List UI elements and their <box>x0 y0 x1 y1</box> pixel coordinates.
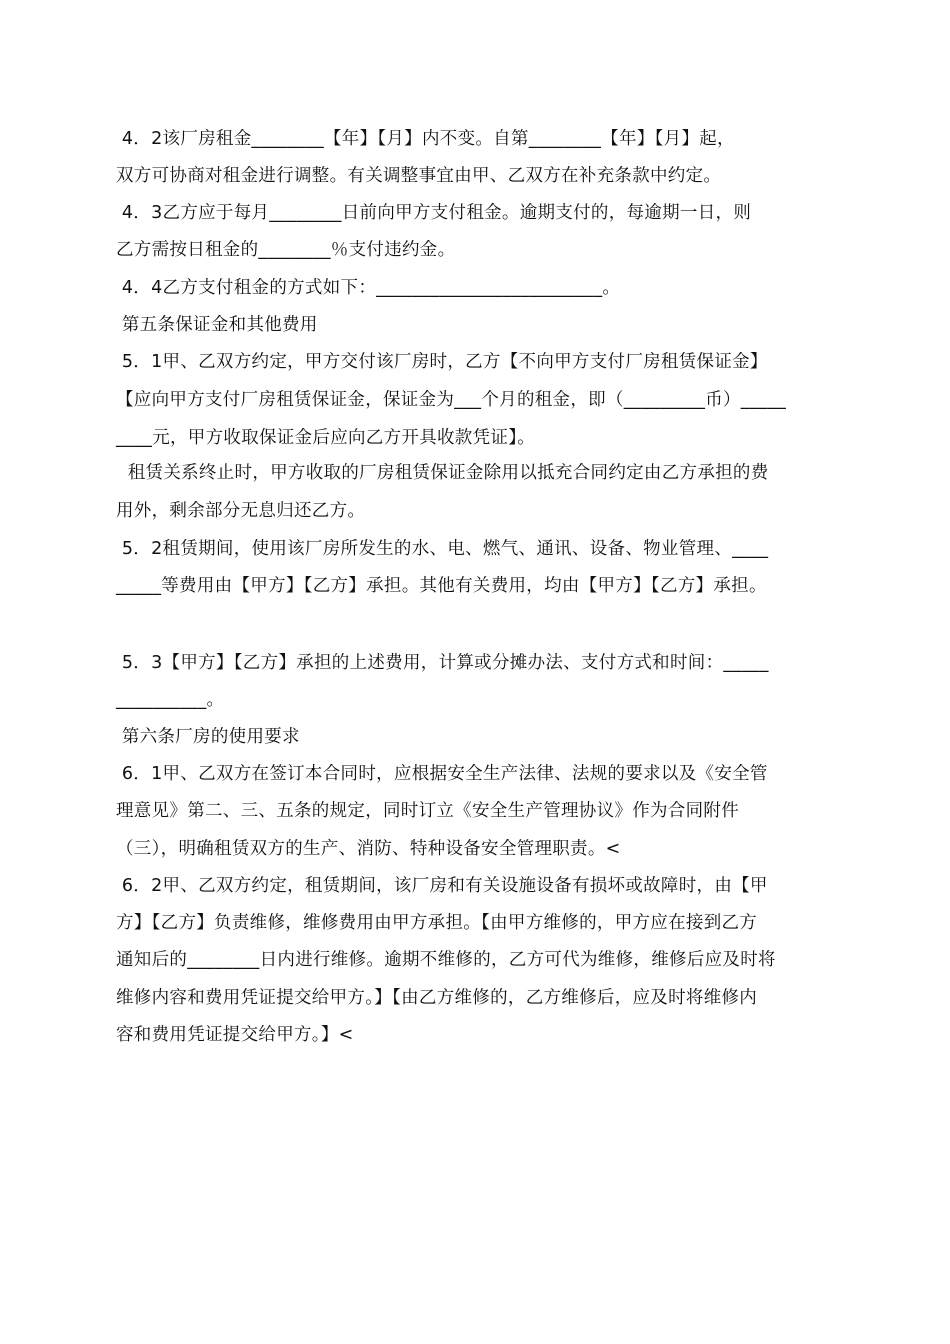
paragraph-line: 理意见》第二、三、五条的规定，同时订立《安全生产管理协议》作为合同附件 <box>116 801 739 821</box>
paragraph-line: 租赁关系终止时，甲方收取的厂房租赁保证金除用以抵充合同约定由乙方承担的费 <box>116 463 769 483</box>
paragraph-line: 4．3乙方应于每月________日前向甲方支付租金。逾期支付的，每逾期一日，则 <box>116 203 752 223</box>
paragraph-line: 乙方需按日租金的________％支付违约金。 <box>116 240 456 260</box>
paragraph-line: 【应向甲方支付厂房租赁保证金，保证金为___个月的租金，即（_________币）_____ <box>116 390 787 410</box>
section-heading: 第五条保证金和其他费用 <box>116 315 318 335</box>
paragraph-line: 5．2租赁期间，使用该厂房所发生的水、电、燃气、通讯、设备、物业管理、____ <box>116 539 769 559</box>
paragraph-line: 5．1甲、乙双方约定，甲方交付该厂房时，乙方【不向甲方支付厂房租赁保证金】 <box>116 352 768 372</box>
paragraph-line: 容和费用凭证提交给甲方。】< <box>116 1025 354 1045</box>
paragraph-line: 4．4乙方支付租金的方式如下：_________________________。 <box>116 278 621 298</box>
paragraph-line: 4．2该厂房租金________【年】【月】内不变。自第________【年】【月】起， <box>116 129 735 149</box>
paragraph-line: ____元，甲方收取保证金后应向乙方开具收款凭证】。 <box>116 428 536 448</box>
paragraph-line: 5．3【甲方】【乙方】承担的上述费用，计算或分摊办法、支付方式和时间：_____ <box>116 653 769 673</box>
paragraph-line: 6．2甲、乙双方约定，租赁期间，该厂房和有关设施设备有损坏或故障时，由【甲 <box>116 876 768 896</box>
paragraph-line: 6．1甲、乙双方在签订本合同时，应根据安全生产法律、法规的要求以及《安全管 <box>116 764 768 784</box>
paragraph-line: _____等费用由【甲方】【乙方】承担。其他有关费用，均由【甲方】【乙方】承担。 <box>116 576 767 596</box>
paragraph-line: 用外，剩余部分无息归还乙方。 <box>116 501 366 521</box>
paragraph-line: __________。 <box>116 690 225 710</box>
paragraph-line: 维修内容和费用凭证提交给甲方。】【由乙方维修的，乙方维修后，应及时将维修内 <box>116 988 758 1008</box>
paragraph-line: 方】【乙方】负责维修，维修费用由甲方承担。【由甲方维修的，甲方应在接到乙方 <box>116 913 758 933</box>
paragraph-line: （三），明确租赁双方的生产、消防、特种设备安全管理职责。< <box>116 839 621 859</box>
section-heading: 第六条厂房的使用要求 <box>116 727 300 747</box>
paragraph-line: 双方可协商对租金进行调整。有关调整事宜由甲、乙双方在补充条款中约定。 <box>116 166 722 186</box>
paragraph-line: 通知后的________日内进行维修。逾期不维修的，乙方可代为维修，维修后应及时将 <box>116 950 776 970</box>
